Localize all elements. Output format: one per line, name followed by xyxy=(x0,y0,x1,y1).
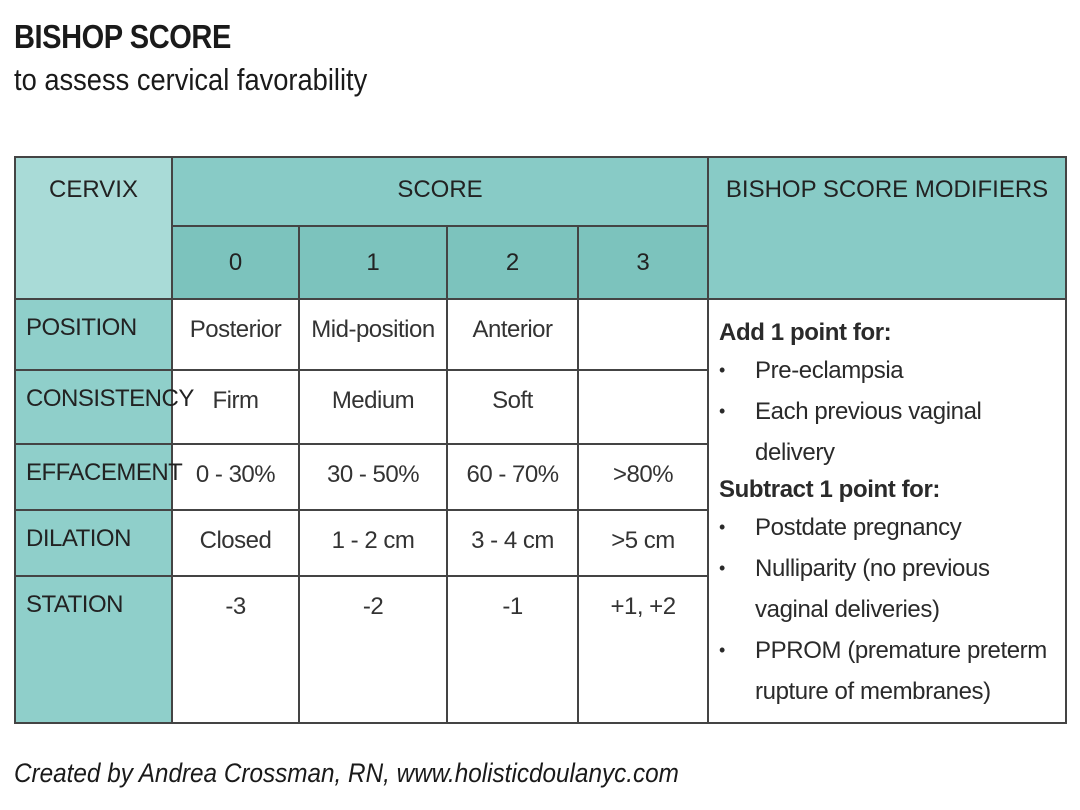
cell-position-2: Anterior xyxy=(447,299,578,370)
score-level-2: 2 xyxy=(447,226,578,299)
score-level-0: 0 xyxy=(172,226,299,299)
bishop-score-modifiers xyxy=(708,299,1066,723)
page-title: BISHOP SCORE xyxy=(14,18,231,55)
add-points-heading: Add 1 point for: xyxy=(719,319,892,346)
add-item-previous-delivery: • Each previous vaginal delivery xyxy=(719,391,1055,473)
cell-effacement-0: 0 - 30% xyxy=(172,444,299,510)
row-label-position: POSITION xyxy=(15,299,172,370)
bishop-score-table xyxy=(14,156,1067,724)
subtract-item-postdate: • Postdate pregnancy xyxy=(719,507,1055,548)
cell-effacement-3: >80% xyxy=(578,444,708,510)
score-level-3: 3 xyxy=(578,226,708,299)
row-label-station: STATION xyxy=(15,576,172,723)
cell-dilation-3: >5 cm xyxy=(578,510,708,576)
cell-consistency-2: Soft xyxy=(447,370,578,444)
cell-effacement-2: 60 - 70% xyxy=(447,444,578,510)
table-row-position xyxy=(15,299,1066,370)
subtract-item-pprom: • PPROM (premature preterm rupture of membranes) xyxy=(719,630,1055,712)
header-cervix-label: CERVIX xyxy=(49,176,138,203)
cell-effacement-1: 30 - 50% xyxy=(299,444,447,510)
add-item-pre-eclampsia: • Pre-eclampsia xyxy=(719,350,1055,391)
cell-station-3: +1, +2 xyxy=(578,576,708,723)
header-modifiers-label: BISHOP SCORE MODIFIERS xyxy=(725,176,1049,203)
subtract-points-list xyxy=(719,507,1055,712)
cell-dilation-1: 1 - 2 cm xyxy=(299,510,447,576)
row-label-dilation: DILATION xyxy=(15,510,172,576)
header-cervix xyxy=(15,157,172,299)
credit-line: Created by Andrea Crossman, RN, www.holisticdoulanyc.com xyxy=(14,758,679,788)
add-points-list xyxy=(719,350,1055,473)
cell-station-1: -2 xyxy=(299,576,447,723)
score-level-1: 1 xyxy=(299,226,447,299)
cell-position-3 xyxy=(578,299,708,370)
cell-station-0: -3 xyxy=(172,576,299,723)
subtract-points-heading: Subtract 1 point for: xyxy=(719,476,940,503)
cell-consistency-3 xyxy=(578,370,708,444)
row-label-consistency: CONSISTENCY xyxy=(15,370,172,444)
cell-consistency-0: Firm xyxy=(172,370,299,444)
subtract-item-nulliparity: • Nulliparity (no previous vaginal deliveries) xyxy=(719,548,1055,630)
cell-dilation-0: Closed xyxy=(172,510,299,576)
cell-station-2: -1 xyxy=(447,576,578,723)
cell-consistency-1: Medium xyxy=(299,370,447,444)
header-score-label: SCORE xyxy=(397,176,483,203)
cell-dilation-2: 3 - 4 cm xyxy=(447,510,578,576)
page-subtitle: to assess cervical favorability xyxy=(14,62,368,97)
header-modifiers xyxy=(708,157,1066,299)
row-label-effacement: EFFACEMENT xyxy=(15,444,172,510)
header-score xyxy=(172,157,708,226)
cell-position-0: Posterior xyxy=(172,299,299,370)
cell-position-1: Mid-position xyxy=(299,299,447,370)
